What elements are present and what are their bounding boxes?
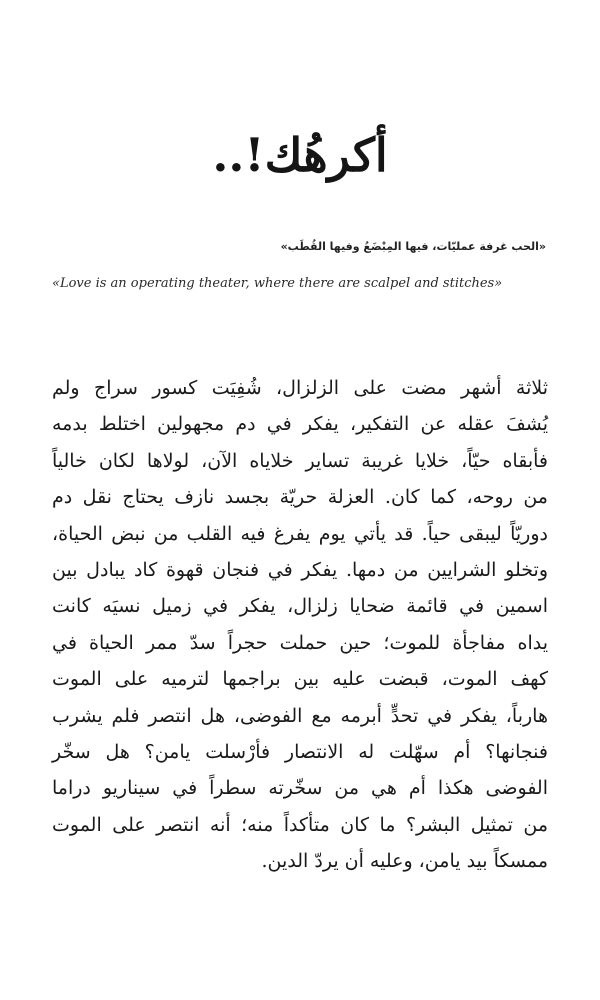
body-line: ممسكاً بيد يامن، وعليه أن يردّ الدين. xyxy=(261,850,548,873)
body-line: دوريّاً ليبقى حياً. قد يأتي يوم يفرغ فيه القلب من نبض الحياة، xyxy=(52,522,548,545)
epigraph-english: «Love is an operating theater, where there are scalpel and stitches» xyxy=(52,276,503,291)
body-line: الفوضى هكذا أم هي من سخّرته سطراً في سيناريو دراما xyxy=(52,777,548,800)
body-line: فنجانها؟ أم سهّلت له الانتصار فأرْسلت يامن؟ هل سخّر xyxy=(52,741,548,764)
body-line: يُشفَ عقله عن التفكير، يفكر في دم مجهولين اختلط بدمه xyxy=(52,413,548,436)
body-line: وتخلو الشرايين من دمها. يفكر في فنجان قهوة كاد يبادل بين xyxy=(52,559,548,582)
body-line: ثلاثة أشهر مضت على الزلزال، شُفِيَت كسور سراج ولم xyxy=(52,377,548,399)
body-line: كهف الموت، قبضت عليه بين براجمها لترميه على الموت xyxy=(52,668,548,691)
body-line: اسمين في قائمة ضحايا زلزال، يفكر في زميل نسيَه كانت xyxy=(52,595,548,618)
body-line: فأبقاه حيّاً، خلايا غريبة تساير خلاياه الآن، لولاها لكان خالياً xyxy=(52,449,548,472)
body-line: يداه مفاجأة للموت؛ حين حملت حجراً سدّ ممر الحياة في xyxy=(52,631,548,654)
body-line: من تمثيل البشر؟ ما كان متأكداً منه؛ أنه انتصر على الموت xyxy=(52,813,548,836)
body-line: من روحه، كما كان. العزلة حريّة بجسد نازف يحتاج نقل دم xyxy=(52,486,548,509)
body-paragraph xyxy=(52,370,548,880)
chapter-title: أكرهُك!.. xyxy=(212,128,388,182)
epigraph-arabic: «الحب غرفة عمليّات، فيها المِبْضَعُ وفيها القُطَب» xyxy=(280,240,546,253)
body-line: هارباً، يفكر في تحدٍّ أبرمه مع الفوضى، هل انتصر فلم يشرب xyxy=(52,704,548,727)
